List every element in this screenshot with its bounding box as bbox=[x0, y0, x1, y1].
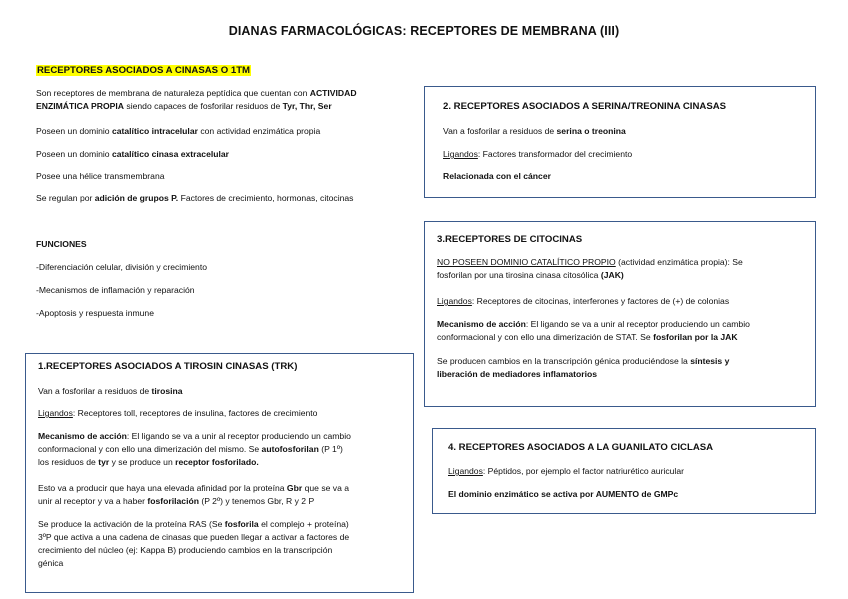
box-serina-treonina bbox=[424, 86, 816, 198]
box-line: Relacionada con el cáncer bbox=[443, 171, 551, 181]
box-citocinas bbox=[424, 221, 816, 407]
funcion-item: -Apoptosis y respuesta inmune bbox=[36, 308, 154, 318]
gbr-paragraph: Esto va a producir que haya una elevada afinidad por la proteína Gbr que se va a unir al receptor y va a haber fosforilación (P 2º) y tenemos Gbr, R y 2 P bbox=[38, 483, 350, 506]
section-heading-cinasas bbox=[36, 64, 406, 78]
box-title: 2. RECEPTORES ASOCIADOS A SERINA/TREONINA CINASAS bbox=[443, 101, 727, 112]
box-line: El dominio enzimático se activa por AUMENTO de GMPc bbox=[448, 489, 679, 499]
page-title: DIANAS FARMACOLÓGICAS: RECEPTORES DE MEMBRANA (III) bbox=[228, 24, 620, 38]
transcripcion-paragraph: Se producen cambios en la transcripción génica produciéndose la síntesis y liberación de mediadores inflamatorios bbox=[437, 356, 730, 379]
box-line: Van a fosforilar a residuos de tirosina bbox=[38, 386, 183, 396]
funcion-item: -Mecanismos de inflamación y reparación bbox=[36, 285, 195, 295]
ligandos-line: Ligandos: Receptores de citocinas, interferones y factores de (+) de colonias bbox=[437, 296, 730, 306]
mecanismo-paragraph: Mecanismo de acción: El ligando se va a unir al receptor produciendo un cambio conformacional y con ello una dimerización del mismo. Se autofosforilan (P 1º) los residuos de tyr y se produce un receptor fosforilado. bbox=[38, 431, 351, 467]
box-title: 3.RECEPTORES DE CITOCINAS bbox=[437, 234, 583, 245]
feature-line-4: Se regulan por adición de grupos P. Factores de crecimiento, hormonas, citocinas bbox=[36, 193, 354, 203]
feature-line-1: Poseen un dominio catalítico intracelular con actividad enzimática propia bbox=[36, 126, 321, 136]
box-guanilato-ciclasa bbox=[432, 428, 816, 514]
highlighted-heading: RECEPTORES ASOCIADOS A CINASAS O 1TM bbox=[37, 65, 251, 76]
feature-line-3: Posee una hélice transmembrana bbox=[36, 171, 165, 181]
mecanismo-paragraph: Mecanismo de acción: El ligando se va a unir al receptor produciendo un cambio conformacional y con ello una dimerización de STAT. Se fosforilan por la JAK bbox=[437, 319, 750, 342]
box-title: 4. RECEPTORES ASOCIADOS A LA GUANILATO CICLASA bbox=[448, 442, 714, 453]
feature-line-2: Poseen un dominio catalítico cinasa extracelular bbox=[36, 149, 230, 159]
box-line: Van a fosforilar a residuos de serina o treonina bbox=[443, 126, 626, 136]
no-dominio-paragraph: NO POSEEN DOMINIO CATALÍTICO PROPIO (actividad enzimática propia): Se fosforilan por una tirosina cinasa citosólica (JAK) bbox=[437, 257, 743, 280]
funciones-heading: FUNCIONES bbox=[36, 239, 87, 249]
box-trk bbox=[25, 353, 414, 593]
ligandos-line: Ligandos: Factores transformador del crecimiento bbox=[443, 149, 633, 159]
intro-paragraph: Son receptores de membrana de naturaleza peptídica que cuentan con ACTIVIDAD ENZIMÁTICA PROPIA siendo capaces de fosforilar residuos de Tyr, Thr, Ser bbox=[36, 88, 357, 111]
funcion-item: -Diferenciación celular, división y crecimiento bbox=[36, 262, 207, 272]
ligandos-line: Ligandos: Péptidos, por ejemplo el factor natriurético auricular bbox=[448, 466, 684, 476]
ligandos-line: Ligandos: Receptores toll, receptores de insulina, factores de crecimiento bbox=[38, 408, 318, 418]
ras-paragraph: Se produce la activación de la proteína RAS (Se fosforila el complejo + proteína) 3ºP que activa a una cadena de cinasas que pueden llegar a activar a factores de crecimiento del núcleo (ej: Kappa B) produciendo cambios en la transcripción génica bbox=[38, 519, 350, 568]
box-title: 1.RECEPTORES ASOCIADOS A TIROSIN CINASAS (TRK) bbox=[38, 361, 298, 372]
